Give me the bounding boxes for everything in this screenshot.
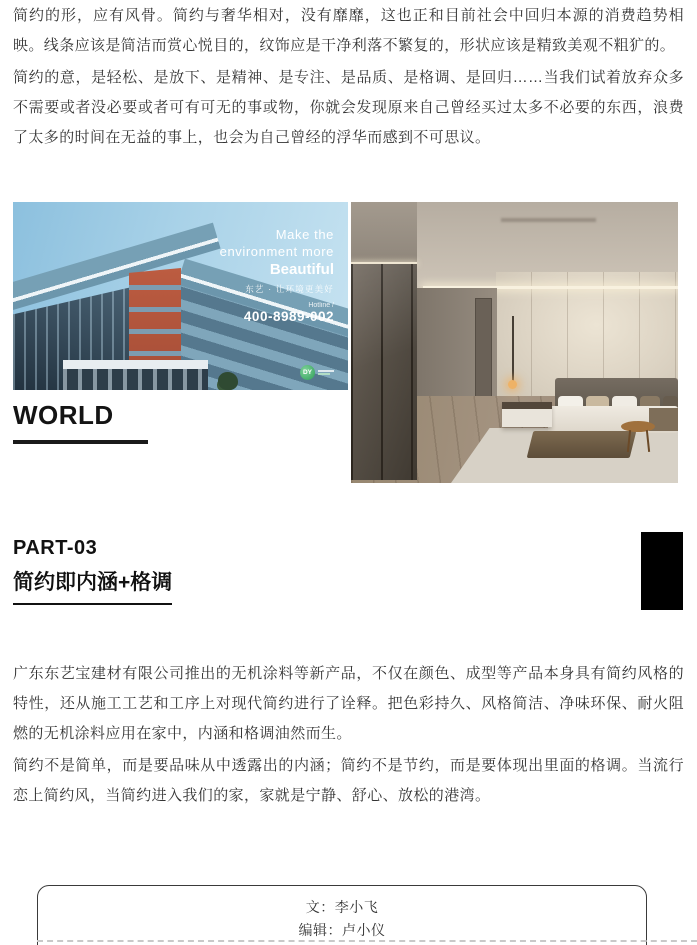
pendant-lamp-shape bbox=[508, 380, 517, 389]
bench-shape bbox=[527, 431, 637, 458]
intro-paragraphs bbox=[13, 1, 684, 155]
dy-logo-caption bbox=[318, 368, 334, 377]
paragraph: 简约的形，应有风骨。简约与奢华相对，没有靡靡，这也正和目前社会中回归本源的消费趋势相映。线条应该是简洁而赏心悦目的，纹饰应是干净利落不繁复的，形状应该是精致美观不粗犷的。 bbox=[13, 7, 684, 54]
building-lower-floor-shape bbox=[63, 360, 208, 390]
part-kicker: PART-03 bbox=[13, 537, 98, 559]
body-paragraphs bbox=[13, 659, 684, 813]
building-ad-image[interactable] bbox=[13, 202, 348, 390]
paragraph: 简约不是简单，而是要品味从中透露出的内涵；简约不是节约，而是要体现出里面的格调。当流行恋上简约风，当简约进入我们的家，家就是宁静、舒心、放松的港湾。 bbox=[13, 757, 684, 804]
credits-box bbox=[37, 885, 647, 945]
paragraph: 简约的意，是轻松、是放下、是精神、是专注、是品质、是格调、是回归……当我们试着放弃众多不需要或者没必要或者可有可无的事或物，你就会发现原来自己曾经买过太多不必要的东西，浪费了太多的时间在无益的事上，也会为自己曾经的浮华而感到不可思议。 bbox=[13, 69, 684, 146]
dy-logo-icon: DY bbox=[300, 365, 315, 380]
nightstand-shape bbox=[502, 402, 552, 427]
credits-editor: 编辑：卢小仪 bbox=[298, 922, 386, 938]
door-shape bbox=[475, 298, 492, 404]
interior-bedroom-photo[interactable] bbox=[351, 202, 678, 483]
glass-doors-shape bbox=[351, 264, 417, 480]
corridor-ceiling-shape bbox=[351, 202, 417, 264]
ad-line-2: environment more bbox=[219, 244, 334, 259]
world-heading-underline bbox=[13, 440, 148, 444]
ad-line-3: Beautiful bbox=[269, 261, 334, 278]
bottom-divider bbox=[37, 940, 697, 942]
ad-hotline-number: 400-8989-002 bbox=[243, 309, 334, 324]
tree-shape bbox=[218, 372, 238, 390]
ad-slogan-cn: 东艺 · 让环境更美好 bbox=[245, 284, 334, 294]
paragraph: 广东东艺宝建材有限公司推出的无机涂料等新产品，不仅在颜色、成型等产品本身具有简约风格的特性，还从施工工艺和工序上对现代简约进行了诠释。把色彩持久、风格简洁、净味环保、耐火阻燃的无机涂料应用在家中，内涵和格调油然而生。 bbox=[13, 665, 684, 742]
part-title: 简约即内涵+格调 bbox=[13, 566, 172, 605]
ad-line-1: Make the bbox=[275, 227, 334, 242]
credits-author: 文：李小飞 bbox=[305, 899, 379, 915]
ad-hotline-label: Hotline / bbox=[308, 302, 334, 309]
watermark-mark bbox=[501, 218, 596, 222]
ad-text-overlay bbox=[220, 226, 334, 324]
decorative-black-block bbox=[641, 532, 683, 610]
pendant-wire-shape bbox=[512, 316, 514, 382]
world-heading: WORLD bbox=[13, 400, 114, 430]
side-table-shape bbox=[621, 421, 655, 432]
dy-logo bbox=[300, 365, 334, 380]
